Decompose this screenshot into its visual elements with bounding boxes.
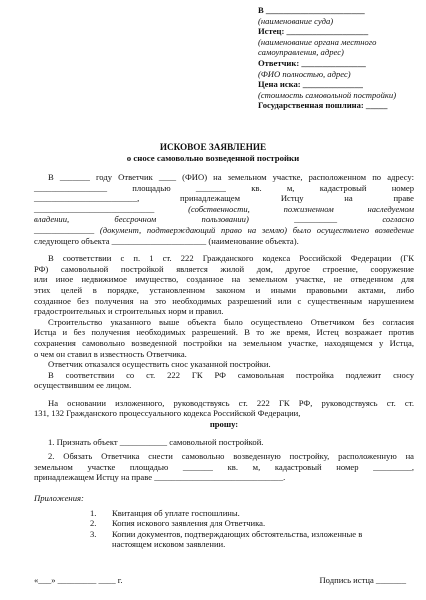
paragraph-line: градостроительных и строительных норм и правил. [34,306,224,317]
paragraph-line: или иное недвижимое имущество, созданное на земельном участке, не отведенном для [34,274,414,285]
paragraph-line: осуществившим ее лицом. [34,380,132,391]
paragraph-line: На основании изложенного, руководствуясь ст. 222 ГК РФ, руководствуясь ст. ст. [48,397,414,408]
paragraph-1 [34,172,414,246]
court-hint: (наименование суда) [258,15,334,26]
appendix-number: 2. [90,518,97,529]
paragraph-line: принадлежащем Истцу на праве ______________________________. [34,472,286,483]
defendant-line: Ответчик: _______________ [258,57,366,68]
plaintiff-hint-1: (наименование органа местного [258,36,377,47]
paragraph-line: 131, 132 Гражданского процессуального кодекса Российской Федерации, [34,408,301,419]
appendix-text: Копия искового заявления для Ответчика. [112,518,266,529]
document-body [34,172,414,550]
paragraph-line: ______________ (документ, подтверждающий право на землю) было осуществлено возведение [34,224,414,235]
appendix-number: 1. [90,507,97,518]
plaintiff-line: Истец: ___________________ [258,26,369,37]
paragraph-line: _________________ площадью _______ кв. м, кадастровый номер [34,182,414,193]
paragraph-line: о чем он ставил в известность Ответчика. [34,348,187,359]
appendix-item [90,508,414,519]
paragraph-line: В соответствии с п. 1 ст. 222 Гражданского кодекса Российской Федерации (ГК [48,253,414,264]
court-line: В _______________________ [258,5,365,15]
paragraph-6 [34,398,414,419]
paragraph-line: ________________________, принадлежащем Истцу на праве [34,193,414,204]
defendant-hint: (ФИО полностью, адрес) [258,68,351,79]
claim-price-hint: (стоимость самовольной постройки) [258,89,397,100]
paragraph-4: Ответчик отказался осуществить снос указанной постройки. [48,359,271,370]
paragraph-line: следующего объекта ______________________ (наименование объекта). [34,235,299,246]
appendix-text: настоящем исковом заявлении. [112,539,226,550]
appendix-title: Приложения: [34,493,84,504]
claim-price-line: Цена иска: ______________ [258,79,363,90]
paragraph-line: РФ) самовольной постройкой является жилой дом, другое строение, сооружение [34,263,414,274]
header-block [258,5,423,111]
request-heading: прошу: [209,419,239,430]
paragraph-line: ____________________________ (собственности, пожизненном наследуемом [34,203,414,214]
title-sub: о сносе самовольно возведенной постройки [126,153,300,163]
paragraph-2 [34,253,414,317]
paragraph-line: созданное без получения на это необходимых разрешений или с существенным нарушением [34,295,414,306]
paragraph-line: 2. Обязать Ответчика снести самовольно возведенную постройку, расположенную на [48,451,414,462]
paragraph-line: сохранения самовольно возведенной постройки на земельном участке, находящемся у Истца, [34,337,414,348]
signature-line: Подпись истца _______ [319,575,406,585]
paragraph-line: В соответствии со ст. 222 ГК РФ самовольная постройка подлежит сносу [48,369,414,380]
plaintiff-hint-2: самоуправления, адрес) [258,47,344,58]
request-1: 1. Признать объект ___________ самовольной постройкой. [48,436,264,447]
paragraph-line: Строительство указанного выше объекта было осуществлено Ответчиком без согласия [48,316,414,327]
appendix-list [34,508,414,550]
appendix-text: Квитанция об уплате госпошлины. [112,507,240,518]
paragraph-5 [34,370,414,391]
document-title [0,141,426,164]
appendix-item [90,529,414,550]
paragraph-line: владении, бессрочном пользовании) __________ согласно [34,214,414,225]
appendix-number: 3. [90,528,97,539]
paragraph-line: этих целей в порядке, установленном законом и иными правовыми актами, либо [34,284,414,295]
paragraph-line: В _______ году Ответчик ____ (ФИО) на земельном участке, расположенном по адресу: [48,172,414,182]
title-main: ИСКОВОЕ ЗАЯВЛЕНИЕ [159,142,267,152]
paragraph-line: Истца и без получения необходимых разрешений. В то же время, Истец возражает против [34,327,414,338]
appendix-item [90,518,414,529]
request-2 [34,451,414,483]
date-line: «___» _________ ____ г. [34,575,123,585]
paragraph-line: земельном участке площадью _______ кв. м, кадастровый номер _________, [34,461,414,472]
state-duty-line: Государственная пошлина: _____ [258,100,388,111]
paragraph-3 [34,317,414,359]
appendix-text: Копии документов, подтверждающих обстоятельства, изложенные в [112,528,363,539]
